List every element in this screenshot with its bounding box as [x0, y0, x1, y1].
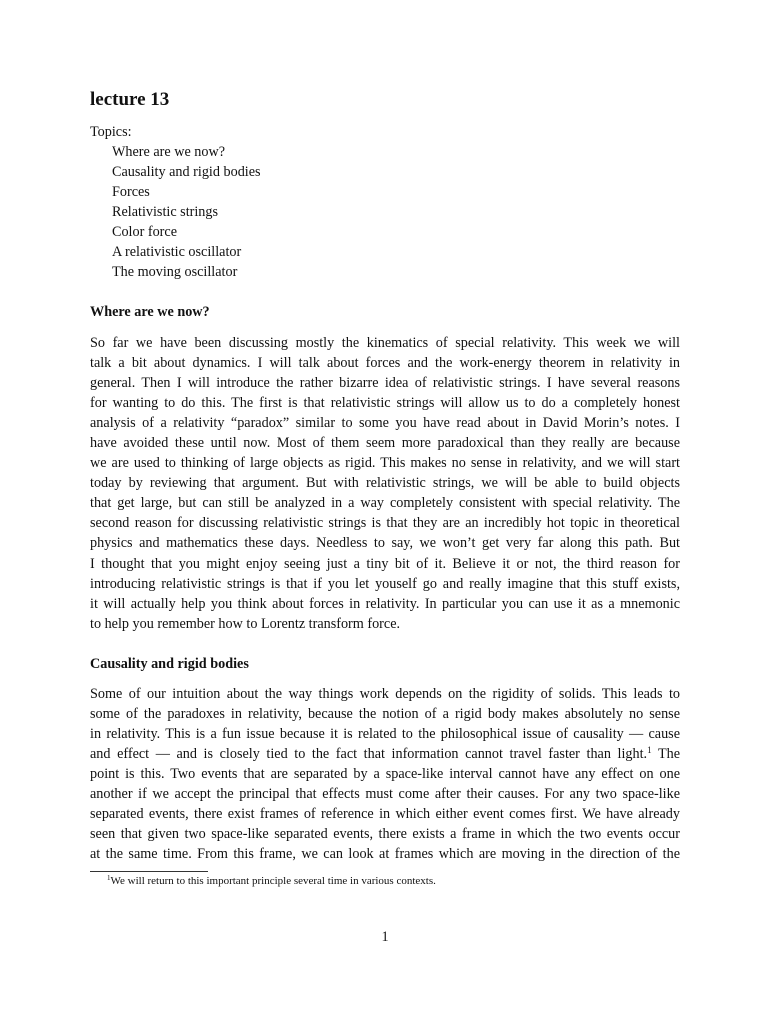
text-line-with-footnote [90, 744, 680, 764]
section-heading-causality: Causality and rigid bodies [90, 656, 249, 672]
paragraph-where-are-we-now [90, 333, 680, 634]
topic-item: Causality and rigid bodies [112, 164, 261, 180]
section-heading-where-are-we-now: Where are we now? [90, 304, 210, 320]
topic-item: Relativistic strings [112, 204, 219, 220]
footnote-text: We will return to this important principle several time in various contexts. [110, 875, 436, 887]
topics-block [90, 122, 261, 282]
text-line: Some of our intuition about the way things work depends on the rigidity of solids. This leads to [90, 686, 680, 702]
paragraph-causality [90, 684, 680, 864]
text-line: some of the paradoxes in relativity, because the notion of a rigid body makes absolutely no sense [90, 706, 680, 723]
text-line: general. Then I will introduce the rather bizarre idea of relativistic strings. I have several reasons [90, 375, 680, 392]
text-line: talk a bit about dynamics. I will talk about forces and the work-energy theorem in relativity in [90, 355, 680, 372]
text-line: introducing relativistic strings is that if you let youself go and really imagine that this stuff exists, [90, 575, 680, 592]
text-line: to help you remember how to Lorentz transform force. [90, 615, 401, 632]
text-line-segment: The [657, 746, 680, 763]
topic-item: A relativistic oscillator [112, 244, 242, 260]
text-line: for wanting to do this. The first is that relativistic strings will allow us to do a completely honest [90, 395, 680, 412]
text-line-segment: and effect — and is closely tied to the fact that information cannot travel faster than light. [90, 746, 648, 763]
text-line: seen that given two space-like separated events, there exists a frame in which the two events occur [90, 826, 680, 843]
topic-item: Forces [112, 184, 150, 200]
footnote [107, 874, 436, 888]
text-line: second reason for discussing relativistic strings is that they are an incredibly hot topic in theoretical [90, 515, 680, 532]
footnote-divider [90, 871, 208, 872]
footnote-mark: 1 [107, 874, 111, 882]
text-line: it will actually help you think about forces in relativity. In particular you can use it as a mnemonic [90, 595, 680, 612]
text-line: in relativity. This is a fun issue because it is related to the philosophical issue of causality — cause [90, 726, 680, 743]
text-line: today by reviewing that argument. But with relativistic strings, we will be able to build objects [90, 475, 680, 492]
topic-item: Where are we now? [112, 144, 226, 160]
topic-item: Color force [112, 224, 178, 240]
text-line: another if we accept the principal that effects must come after their causes. For any two space-like [90, 786, 680, 803]
lecture-title: lecture 13 [90, 89, 170, 110]
footnote-reference: 1 [647, 745, 652, 756]
text-line: that get large, but can still be analyzed in a way completely consistent with special relativity. The [90, 495, 680, 512]
text-line: I thought that you might enjoy seeing just a tiny bit of it. Believe it or not, the third reason for [90, 555, 680, 572]
text-line: So far we have been discussing mostly the kinematics of special relativity. This week we will [90, 335, 680, 351]
text-line: separated events, there exist frames of reference in which either event comes first. We have already [90, 806, 680, 823]
text-line: point is this. Two events that are separated by a space-like interval cannot have any effect on one [90, 766, 680, 783]
topics-list [90, 142, 261, 282]
text-line: have avoided these until now. Most of them seem more paradoxical than they really are because [90, 435, 680, 452]
topic-item: The moving oscillator [112, 264, 238, 280]
text-line: we are used to thinking of large objects as rigid. This makes no sense in relativity, and we will start [90, 455, 680, 472]
text-line: physics and mathematics these days. Needless to say, we won’t get very far along this path. But [90, 535, 680, 552]
topics-label: Topics: [90, 124, 132, 140]
text-line: at the same time. From this frame, we can look at frames which are moving in the direction of the [90, 846, 680, 863]
page-number: 1 [381, 929, 389, 945]
text-line: analysis of a relativity “paradox” similar to some you have read about in David Morin’s notes. I [90, 415, 680, 432]
